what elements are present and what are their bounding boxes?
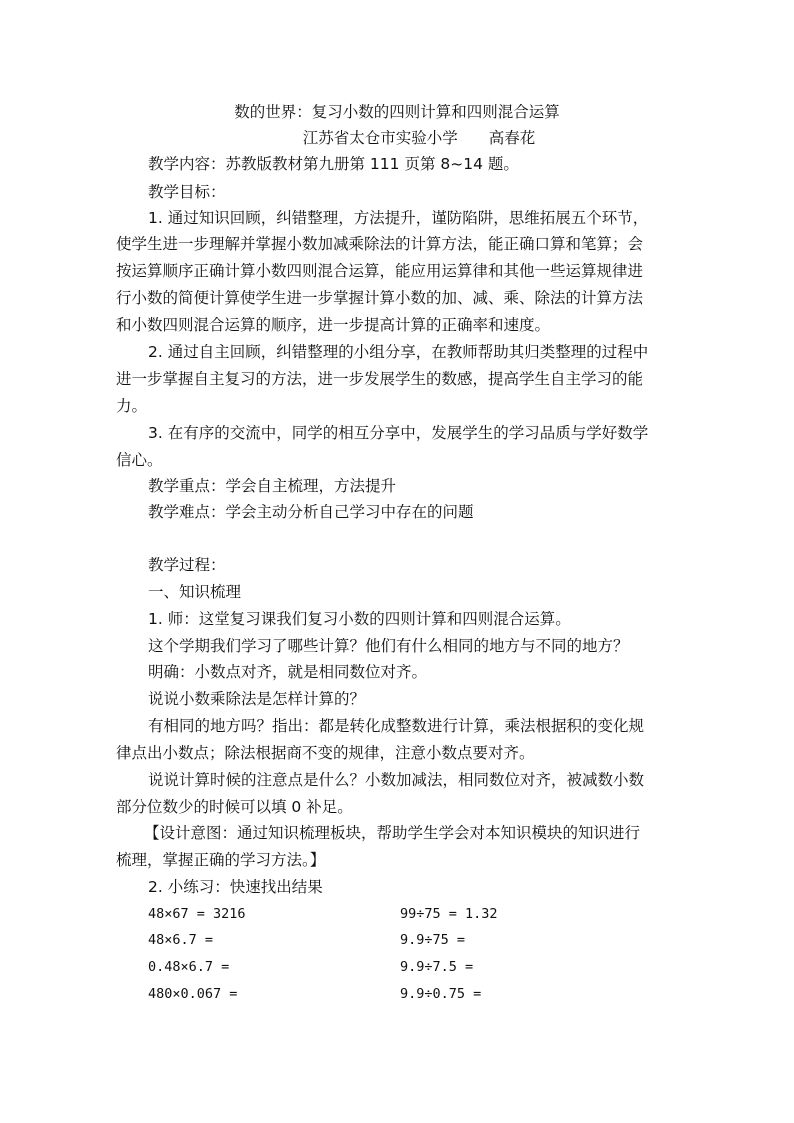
paragraph-4: 说说小数乘除法是怎样计算的？ [148, 690, 366, 708]
exercise-right-3: 9.9÷7.5 = [400, 959, 474, 975]
exercise-heading: 2. 小练习：快速找出结果 [148, 878, 323, 896]
exercise-right-4: 9.9÷0.75 = [400, 986, 482, 1002]
exercise-left-3: 0.48×6.7 = [148, 959, 230, 975]
paragraph-1: 1. 师：这堂复习课我们复习小数的四则计算和四则混合运算。 [148, 610, 571, 628]
paragraph-5-line1: 有相同的地方吗？指出：都是转化成整数进行计算，乘法根据积的变化规 [148, 717, 645, 735]
exercise-left-2: 48×6.7 = [148, 932, 214, 948]
goal1-line2: 使学生进一步理解并掌握小数加减乘除法的计算方法，能正确口算和笔算；会 [116, 235, 644, 253]
section-heading: 一、知识梳理 [148, 583, 242, 601]
author-line: 江苏省太仓市实验小学 高春花 [302, 129, 536, 147]
paragraph-6-line1: 说说计算时候的注意点是什么？小数加减法，相同数位对齐，被减数小数 [148, 771, 645, 789]
goal1-line1: 1. 通过知识回顾，纠错整理，方法提升，谨防陷阱，思维拓展五个环节， [148, 209, 649, 227]
goal1-line5: 和小数四则混合运算的顺序，进一步提高计算的正确率和速度。 [116, 316, 551, 334]
exercise-left-1: 48×67 = 3216 [148, 906, 246, 922]
exercise-right-2: 9.9÷75 = [400, 932, 466, 948]
goals-heading: 教学目标： [148, 183, 226, 201]
paragraph-2: 这个学期我们学习了哪些计算？他们有什么相同的地方与不同的地方？ [148, 637, 629, 655]
teaching-content: 教学内容：苏教版教材第九册第 111 页第 8~14 题。 [148, 155, 519, 173]
paragraph-5-line2: 律点出小数点；除法根据商不变的规律，注意小数点要对齐。 [116, 744, 535, 762]
goal3-line1: 3. 在有序的交流中，同学的相互分享中，发展学生的学习品质与学好数学 [148, 424, 649, 442]
goal3-line2: 信心。 [116, 451, 163, 469]
goal2-line2: 进一步掌握自主复习的方法，进一步发展学生的数感，提高学生自主学习的能 [116, 370, 644, 388]
key-point: 教学重点：学会自主梳理，方法提升 [148, 477, 397, 495]
paragraph-3: 明确：小数点对齐，就是相同数位对齐。 [148, 663, 428, 681]
goal2-line1: 2. 通过自主回顾，纠错整理的小组分享，在教师帮助其归类整理的过程中 [148, 343, 649, 361]
process-heading: 教学过程： [148, 556, 226, 574]
design-note-line1: 【设计意图：通过知识梳理板块，帮助学生学会对本知识模块的知识进行 [144, 824, 641, 842]
exercise-left-4: 480×0.067 = [148, 986, 238, 1002]
exercise-right-1: 99÷75 = 1.32 [400, 906, 498, 922]
goal1-line4: 行小数的简便计算使学生进一步掌握计算小数的加、减、乘、除法的计算方法 [116, 289, 644, 307]
goal2-line3: 力。 [116, 397, 148, 415]
difficulty: 教学难点：学会主动分析自己学习中存在的问题 [148, 503, 474, 521]
design-note-line2: 梳理，掌握正确的学习方法。】 [116, 851, 326, 869]
document-title: 数的世界：复习小数的四则计算和四则混合运算 [234, 103, 560, 121]
paragraph-6-line2: 部分位数少的时候可以填 0 补足。 [116, 798, 353, 816]
goal1-line3: 按运算顺序正确计算小数四则混合运算，能应用运算律和其他一些运算规律进 [116, 262, 644, 280]
